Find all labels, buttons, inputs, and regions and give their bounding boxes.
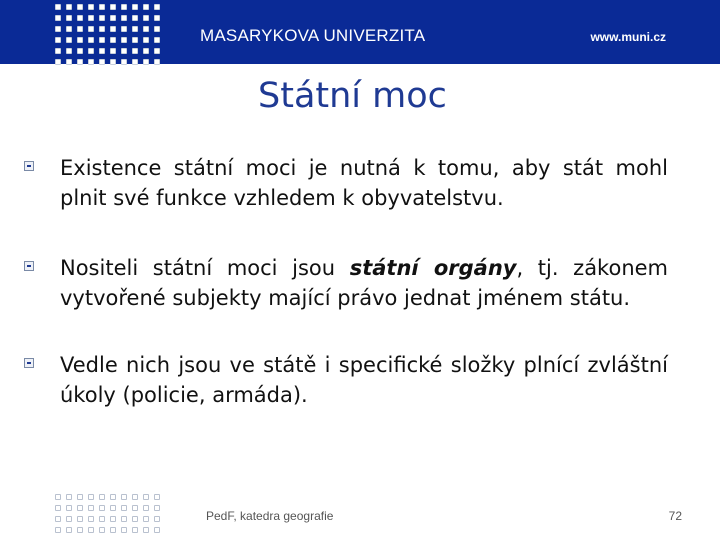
grid-dot (143, 37, 149, 43)
grid-dot (132, 37, 138, 43)
grid-dot (77, 505, 83, 511)
grid-dot (143, 494, 149, 500)
grid-dot (55, 15, 61, 21)
grid-dot (99, 505, 105, 511)
bullet-item (36, 153, 668, 213)
grid-dot (143, 505, 149, 511)
grid-dot (143, 15, 149, 21)
grid-dot (132, 26, 138, 32)
grid-dot (88, 26, 94, 32)
bullet-text: Vedle nich jsou ve státě i specifické složky plnící zvláštní úkoly (policie, armáda). (60, 353, 668, 407)
grid-dot (110, 527, 116, 533)
grid-dot (110, 37, 116, 43)
grid-dot (121, 4, 127, 10)
grid-dot (55, 48, 61, 54)
grid-dot (154, 48, 160, 54)
grid-dot (110, 15, 116, 21)
grid-dot (55, 527, 61, 533)
grid-dot (77, 37, 83, 43)
grid-dot (154, 37, 160, 43)
emphasized-term: státní orgány (349, 256, 517, 280)
grid-dot (99, 15, 105, 21)
bullet-text: Existence státní moci je nutná k tomu, aby stát mohl plnit své funkce vzhledem k obyvatelstvu. (60, 156, 668, 210)
footer-department: PedF, katedra geografie (206, 509, 334, 523)
grid-dot (77, 59, 83, 65)
grid-dot (132, 494, 138, 500)
grid-dot (88, 37, 94, 43)
grid-dot (154, 15, 160, 21)
grid-dot (88, 516, 94, 522)
page-number: 72 (668, 509, 682, 523)
grid-dot (99, 59, 105, 65)
grid-dot (66, 505, 72, 511)
grid-dot (99, 494, 105, 500)
grid-dot (121, 37, 127, 43)
grid-dot (88, 59, 94, 65)
grid-dot (154, 516, 160, 522)
grid-dot (88, 48, 94, 54)
grid-dot (154, 527, 160, 533)
grid-dot (132, 516, 138, 522)
footer-dot-grid (55, 494, 163, 536)
grid-dot (77, 48, 83, 54)
grid-dot (154, 26, 160, 32)
grid-dot (77, 26, 83, 32)
grid-dot (99, 516, 105, 522)
grid-dot (88, 527, 94, 533)
grid-dot (110, 505, 116, 511)
grid-dot (110, 494, 116, 500)
grid-dot (66, 48, 72, 54)
bullet-item (36, 253, 668, 313)
grid-dot (143, 4, 149, 10)
grid-dot (77, 4, 83, 10)
grid-dot (77, 527, 83, 533)
grid-dot (66, 527, 72, 533)
grid-dot (132, 4, 138, 10)
grid-dot (99, 4, 105, 10)
grid-dot (66, 4, 72, 10)
grid-dot (66, 15, 72, 21)
grid-dot (77, 516, 83, 522)
bullet-text-after: , tj. zákonem vytvořené subjekty mající právo jednat jménem státu. (60, 256, 669, 310)
grid-dot (143, 26, 149, 32)
grid-dot (132, 527, 138, 533)
grid-dot (66, 516, 72, 522)
grid-dot (154, 59, 160, 65)
grid-dot (77, 494, 83, 500)
grid-dot (143, 516, 149, 522)
grid-dot (55, 516, 61, 522)
grid-dot (55, 59, 61, 65)
grid-dot (121, 48, 127, 54)
grid-dot (66, 26, 72, 32)
grid-dot (121, 505, 127, 511)
grid-dot (121, 15, 127, 21)
bullet-text (36, 253, 668, 313)
grid-dot (55, 37, 61, 43)
grid-dot (88, 4, 94, 10)
university-url: www.muni.cz (590, 30, 666, 44)
grid-dot (143, 527, 149, 533)
grid-dot (88, 505, 94, 511)
logo-dot-grid (55, 4, 163, 68)
grid-dot (66, 494, 72, 500)
grid-dot (132, 15, 138, 21)
header-bar (0, 0, 720, 64)
grid-dot (132, 48, 138, 54)
grid-dot (121, 494, 127, 500)
bullet-icon (24, 161, 34, 171)
slide-title: Státní moc (258, 76, 447, 116)
grid-dot (55, 4, 61, 10)
grid-dot (121, 59, 127, 65)
grid-dot (55, 505, 61, 511)
grid-dot (110, 516, 116, 522)
grid-dot (154, 505, 160, 511)
grid-dot (55, 26, 61, 32)
grid-dot (99, 48, 105, 54)
bullet-icon (24, 358, 34, 368)
grid-dot (110, 26, 116, 32)
grid-dot (121, 516, 127, 522)
grid-dot (88, 15, 94, 21)
grid-dot (143, 48, 149, 54)
grid-dot (66, 37, 72, 43)
grid-dot (121, 527, 127, 533)
grid-dot (132, 505, 138, 511)
grid-dot (88, 494, 94, 500)
bullet-text-before: Nositeli státní moci jsou (60, 256, 350, 280)
grid-dot (55, 494, 61, 500)
grid-dot (154, 494, 160, 500)
bullet-item (36, 350, 668, 410)
grid-dot (143, 59, 149, 65)
grid-dot (77, 15, 83, 21)
grid-dot (66, 59, 72, 65)
university-name: MASARYKOVA UNIVERZITA (200, 26, 426, 45)
grid-dot (99, 37, 105, 43)
grid-dot (110, 59, 116, 65)
grid-dot (121, 26, 127, 32)
grid-dot (110, 4, 116, 10)
bullet-icon (24, 261, 34, 271)
grid-dot (99, 527, 105, 533)
grid-dot (99, 26, 105, 32)
grid-dot (132, 59, 138, 65)
grid-dot (154, 4, 160, 10)
grid-dot (110, 48, 116, 54)
